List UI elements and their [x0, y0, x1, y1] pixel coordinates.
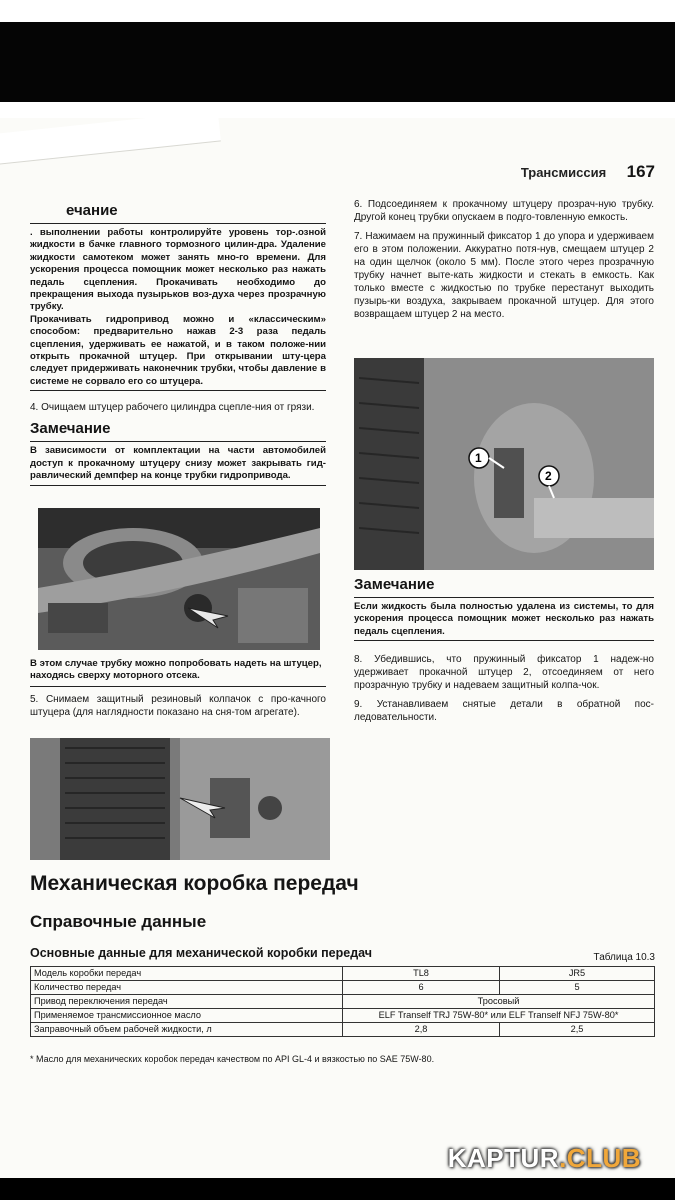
photo-gearbox-cap	[30, 738, 330, 860]
cell-jr5: 2,5	[500, 1023, 655, 1037]
table-row	[31, 1023, 655, 1037]
note-right-body	[354, 597, 654, 641]
left-column-lower	[30, 654, 326, 725]
step-9: 9. Устанавливаем снятые детали в обратной пос-ледовательности.	[354, 699, 654, 724]
step-7: 7. Нажимаем на пружинный фиксатор 1 до упора и удерживаем его в этом положении. Аккуратно потя-нув, смещаем штуцер 2 на один щелчок (около 5 мм). После этого через прозрачную трубку начнет выте-кать жидкости и стекать в емкость. Как только вместе с жидкостью по трубке перестанут выходить пузырь-ки воздуха, закрываем прокачной штуцер. Для этого возвращаем штуцер 2 на место.	[354, 231, 654, 320]
watermark-part2: .CLUB	[559, 1143, 641, 1173]
table-footnote: * Масло для механических коробок передач качеством по API GL-4 и вязкостью по SAE 75W-80.	[30, 1054, 435, 1064]
right-column	[354, 192, 654, 327]
photo-bleed-valve	[354, 358, 654, 570]
cell-both: Тросовый	[343, 995, 655, 1009]
photo-engine-bay	[38, 508, 320, 650]
cell-tl8: 6	[343, 981, 500, 995]
cell-tl8: 2,8	[343, 1023, 500, 1037]
sub-heading: Справочные данные	[30, 912, 207, 931]
cell-tl8: TL8	[343, 967, 500, 981]
site-watermark	[448, 1143, 641, 1174]
note-right-text: Если жидкость была полностью удалена из системы, то для ускорения процесса помощник может несколько раз нажать педаль сцепления.	[354, 601, 654, 637]
table-number: Таблица 10.3	[593, 952, 655, 963]
note-top-title: ечание	[66, 202, 118, 219]
row-label: Заправочный объем рабочей жидкости, л	[31, 1023, 343, 1037]
note-top-text-2: Прокачивать гидропривод можно и «классическим» способом: предварительно нажав 2-3 раза педаль сцепления, удерживать ее нажатой, и в таком положе-нии открыть прокачной штуцер. При открывании шту-цера следует придерживать наконечник трубки, чтобы давление в системе не сорвало его со штуцера.	[30, 313, 326, 387]
step-4: 4. Очищаем штуцер рабочего цилиндра сцепле-ния от грязи.	[30, 402, 315, 414]
page-fold-edge	[0, 118, 221, 169]
top-black-bar	[0, 22, 675, 102]
note-mid-title: Замечание	[30, 420, 111, 438]
note-mid-body	[30, 441, 326, 485]
cell-jr5: 5	[500, 981, 655, 995]
step-6: 6. Подсоединяем к прокачному штуцеру прозрач-ную трубку. Другой конец трубки опускаем в подго-товленную емкость.	[354, 199, 654, 223]
table-title: Основные данные для механической коробки передач	[30, 946, 373, 960]
note-mid-text: В зависимости от комплектации на части автомобилей доступ к прокачному штуцеру снизу может закрывать гид-равлический демпфер на конце трубки гидропривода.	[30, 445, 326, 482]
note-right-title: Замечание	[354, 576, 435, 593]
note-top-text-1: . выполнении работы контролируйте уровень тор-.озной жидкости в бачке главного тормозного цилин-дра. Удаление жидкости самотеком может занять мно-го времени. Для ускорения процесса помощник может несколько раз нажать педаль сцепления. Прокачивать необходимо до прекращения выхода пузырьков воз-духа через прозрачную трубку.	[30, 227, 326, 313]
marker-2: 2	[545, 469, 552, 483]
bottom-black-bar	[0, 1178, 675, 1200]
note-top-body	[30, 223, 326, 391]
table-row	[31, 995, 655, 1009]
table-row	[31, 981, 655, 995]
row-label: Модель коробки передач	[31, 967, 343, 981]
row-label: Привод переключения передач	[31, 995, 343, 1009]
section-title: Трансмиссия	[520, 165, 607, 180]
gearbox-data-table	[30, 966, 655, 1037]
watermark-part1: KAPTUR	[447, 1143, 560, 1173]
row-label: Количество передач	[31, 981, 343, 995]
step-5: 5. Снимаем защитный резиновый колпачок с про-качного штуцера (для наглядности показано на сня-том агрегате).	[30, 693, 326, 718]
main-heading: Механическая коробка передач	[30, 872, 359, 895]
row-label: Применяемое трансмиссионное масло	[31, 1009, 343, 1023]
running-head	[521, 162, 655, 182]
cell-both: ELF Tranself TRJ 75W-80* или ELF Tranself NFJ 75W-80*	[343, 1009, 655, 1023]
marker-1: 1	[475, 451, 482, 465]
left-column	[30, 202, 326, 486]
photo1-caption: В этом случае трубку можно попробовать надеть на штуцер, находясь сверху моторного отсека.	[30, 654, 326, 687]
right-column-lower	[354, 576, 654, 730]
scanned-page	[0, 118, 675, 1200]
page-number: 167	[626, 162, 655, 181]
table-row	[31, 1009, 655, 1023]
step-8: 8. Убедившись, что пружинный фиксатор 1 надеж-но удерживает прокачной штуцер 2, отсоединяем от него прозрачную трубку и надеваем защитный колпа-чок.	[354, 654, 654, 692]
cell-jr5: JR5	[500, 967, 655, 981]
table-row	[31, 967, 655, 981]
